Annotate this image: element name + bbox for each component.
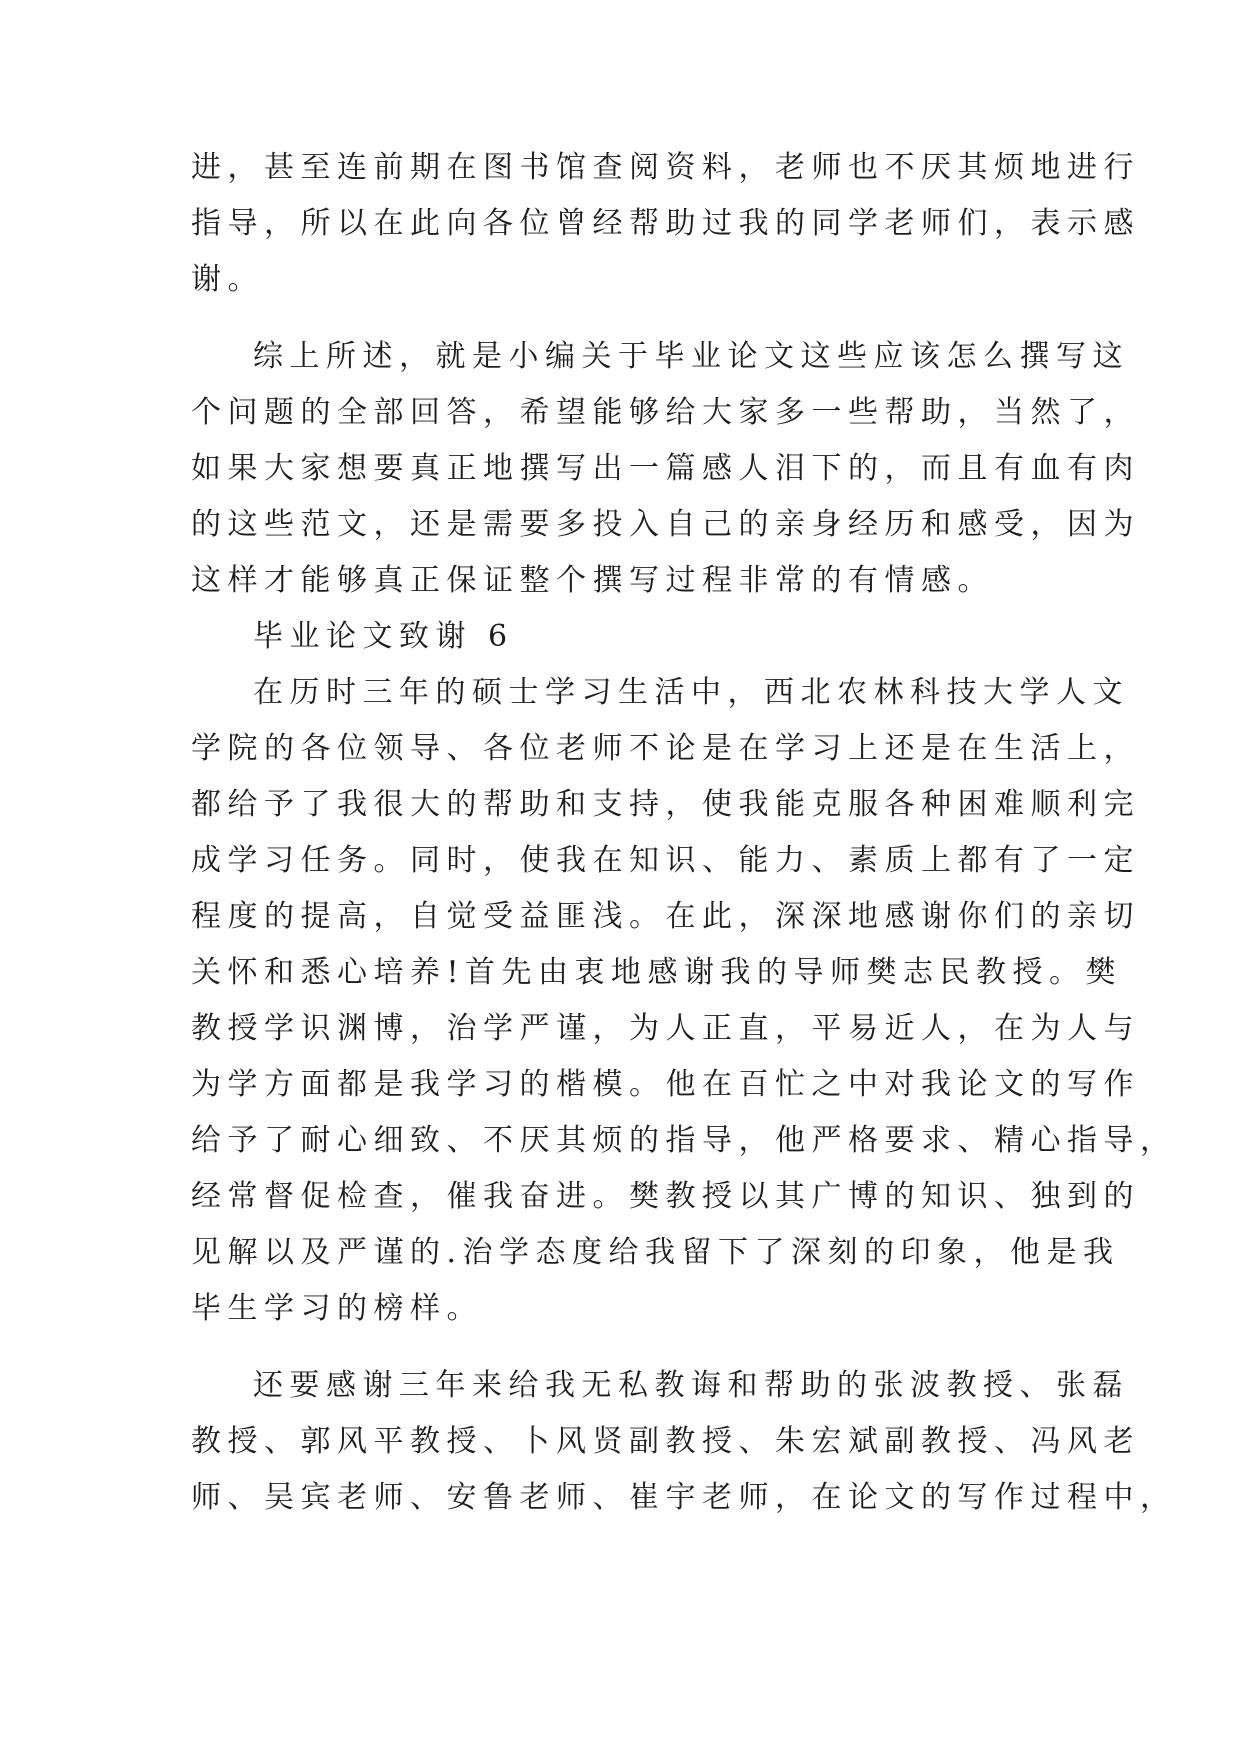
text-line: 关怀和悉心培养!首先由衷地感谢我的导师樊志民教授。樊 bbox=[191, 955, 1123, 990]
text-line: 成学习任务。同时，使我在知识、能力、素质上都有了一定 bbox=[191, 843, 1140, 878]
text-line: 进，甚至连前期在图书馆查阅资料，老师也不厌其烦地进行 bbox=[191, 150, 1140, 185]
text-line: 指导，所以在此向各位曾经帮助过我的同学老师们，表示感 bbox=[191, 206, 1140, 241]
paragraph-first-line: 在历时三年的硕士学习生活中，西北农林科技大学人文 bbox=[253, 675, 1129, 710]
text-line: 给予了耐心细致、不厌其烦的指导，他严格要求、精心指导， bbox=[191, 1123, 1177, 1158]
text-line: 师、吴宾老师、安鲁老师、崔宇老师，在论文的写作过程中， bbox=[191, 1480, 1177, 1515]
text-line: 都给予了我很大的帮助和支持，使我能克服各种困难顺利完 bbox=[191, 787, 1140, 822]
text-line: 见解以及严谨的.治学态度给我留下了深刻的印象，他是我 bbox=[191, 1235, 1120, 1270]
text-line: 教授学识渊博，治学严谨，为人正直，平易近人，在为人与 bbox=[191, 1011, 1140, 1046]
text-line: 经常督促检查，催我奋进。樊教授以其广博的知识、独到的 bbox=[191, 1179, 1140, 1214]
text-line: 谢。 bbox=[191, 262, 264, 297]
section-heading: 毕业论文致谢 6 bbox=[253, 619, 514, 654]
text-line: 学院的各位领导、各位老师不论是在学习上还是在生活上， bbox=[191, 731, 1140, 766]
text-line: 的这些范文，还是需要多投入自己的亲身经历和感受，因为 bbox=[191, 507, 1140, 542]
text-line: 毕生学习的榜样。 bbox=[191, 1291, 483, 1326]
paragraph-first-line: 还要感谢三年来给我无私教诲和帮助的张波教授、张磊 bbox=[253, 1368, 1129, 1403]
text-line: 这样才能够真正保证整个撰写过程非常的有情感。 bbox=[191, 563, 994, 598]
text-line: 为学方面都是我学习的楷模。他在百忙之中对我论文的写作 bbox=[191, 1067, 1140, 1102]
text-line: 如果大家想要真正地撰写出一篇感人泪下的，而且有血有肉 bbox=[191, 451, 1140, 486]
text-line: 程度的提高，自觉受益匪浅。在此，深深地感谢你们的亲切 bbox=[191, 899, 1140, 934]
text-line: 教授、郭风平教授、卜风贤副教授、朱宏斌副教授、冯风老 bbox=[191, 1424, 1140, 1459]
paragraph-first-line: 综上所述，就是小编关于毕业论文这些应该怎么撰写这 bbox=[253, 339, 1129, 374]
text-line: 个问题的全部回答，希望能够给大家多一些帮助，当然了， bbox=[191, 395, 1140, 430]
